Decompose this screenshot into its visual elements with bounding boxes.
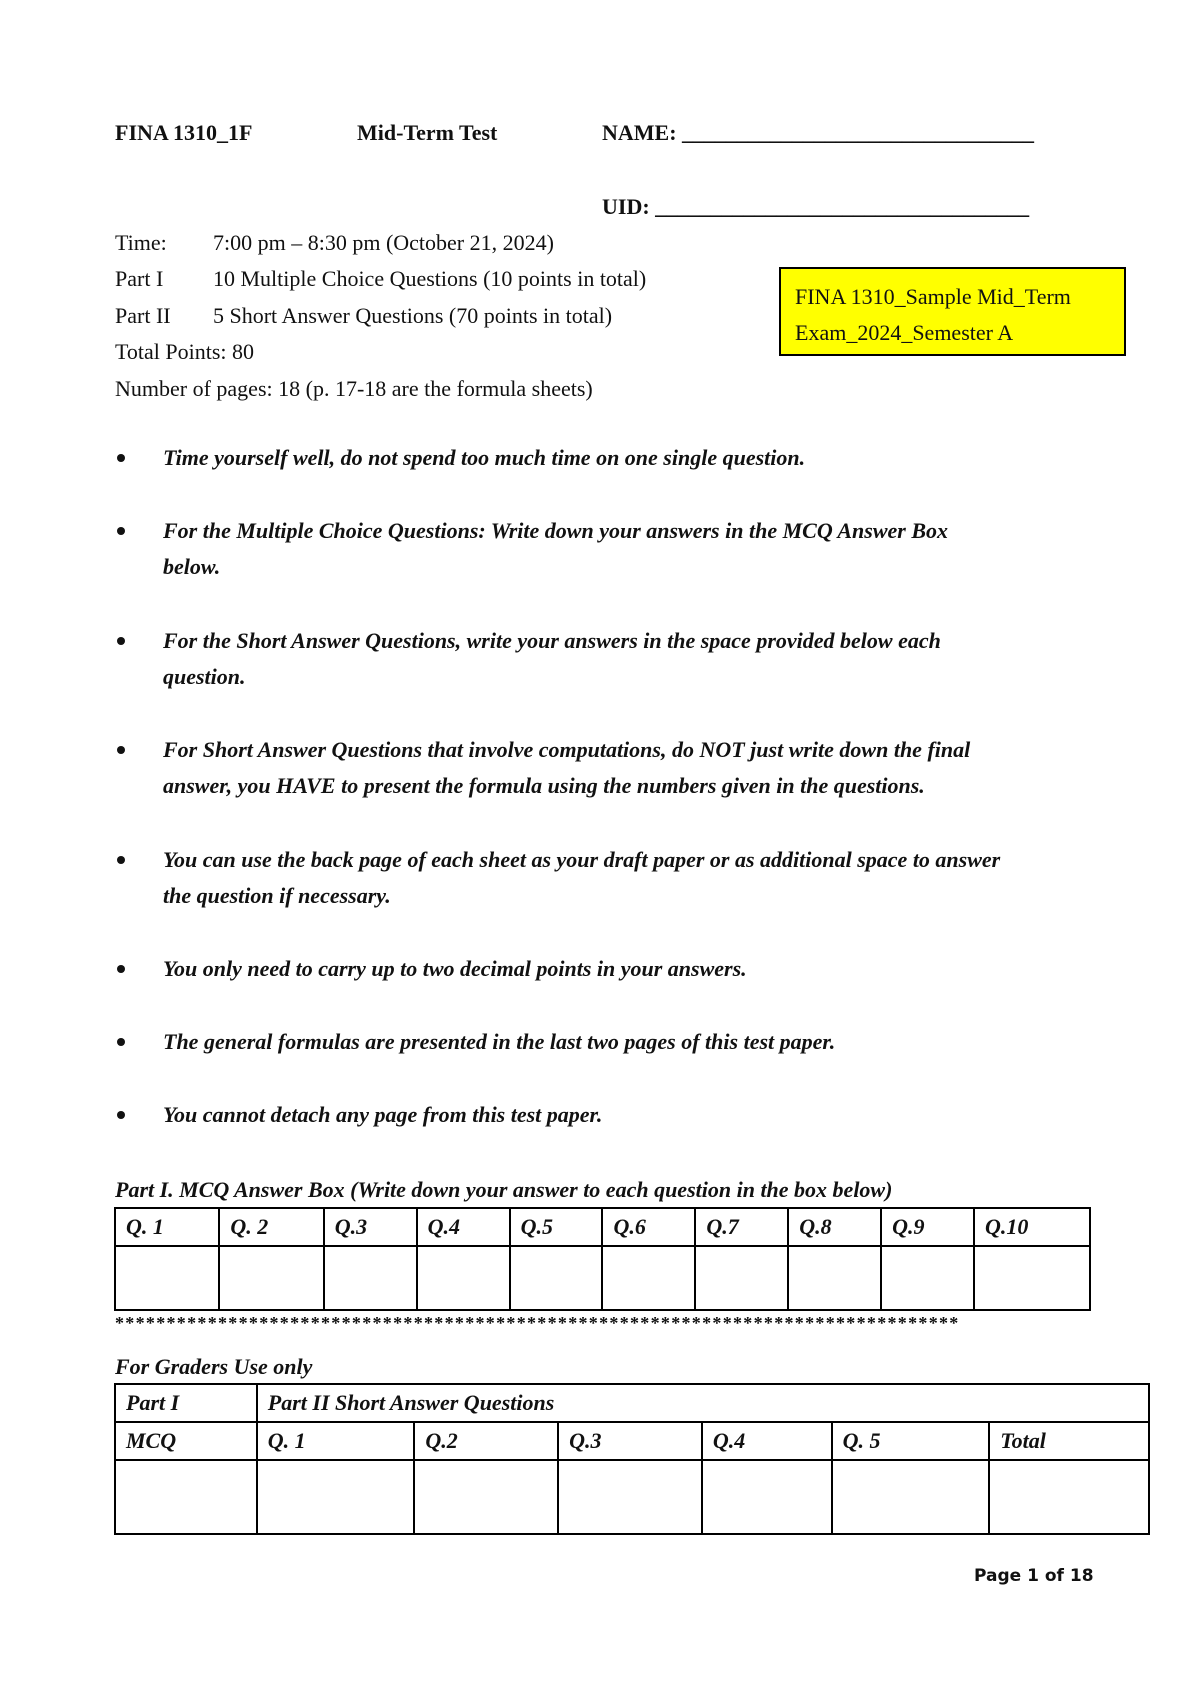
mcq-answer-cell[interactable] xyxy=(417,1246,510,1310)
graders-col-header: Q. 1 xyxy=(257,1422,415,1460)
graders-col-header: Q.2 xyxy=(414,1422,558,1460)
graders-subheader-row xyxy=(115,1422,1149,1460)
part2-label: Part II xyxy=(115,303,171,328)
mcq-col-header: Q.7 xyxy=(695,1208,788,1246)
graders-col-header: MCQ xyxy=(115,1422,257,1460)
part1-label: Part I xyxy=(115,266,164,291)
instruction-text: The general formulas are presented in the last two pages of this test paper. xyxy=(163,1029,836,1054)
instruction-text: For Short Answer Questions that involve computations, do NOT just write down the final answer, you HAVE to present the formula using the numbers given in the questions. xyxy=(163,737,971,798)
mcq-col-header: Q. 2 xyxy=(219,1208,323,1246)
graders-score-cell[interactable] xyxy=(702,1460,832,1534)
instruction-text: You only need to carry up to two decimal points in your answers. xyxy=(163,956,747,981)
test-title: Mid-Term Test xyxy=(357,120,498,145)
bullet-icon xyxy=(117,454,125,462)
mcq-col-header: Q. 1 xyxy=(115,1208,219,1246)
graders-score-cell[interactable] xyxy=(115,1460,257,1534)
bullet-icon xyxy=(117,637,125,645)
graders-score-cell[interactable] xyxy=(257,1460,415,1534)
time-value: 7:00 pm – 8:30 pm (October 21, 2024) xyxy=(213,230,554,255)
sample-box-line2: Exam_2024_Semester A xyxy=(795,320,1014,345)
mcq-box-title: Part I. MCQ Answer Box (Write down your answer to each question in the box below) xyxy=(115,1177,893,1202)
bullet-icon xyxy=(117,527,125,535)
bullet-icon xyxy=(117,746,125,754)
time-label: Time: xyxy=(115,230,167,255)
page-of-label: of xyxy=(1044,1566,1064,1586)
mcq-col-header: Q.10 xyxy=(974,1208,1090,1246)
part1-value: 10 Multiple Choice Questions (10 points in total) xyxy=(213,266,647,291)
part2-value: 5 Short Answer Questions (70 points in total) xyxy=(213,303,613,328)
mcq-answer-cell[interactable] xyxy=(881,1246,974,1310)
graders-table xyxy=(114,1383,1150,1535)
sample-box-line1: FINA 1310_Sample Mid_Term xyxy=(795,284,1071,309)
page-label: Page xyxy=(974,1566,1022,1586)
mcq-answer-cell[interactable] xyxy=(510,1246,603,1310)
mcq-col-header: Q.3 xyxy=(324,1208,417,1246)
mcq-answer-cell[interactable] xyxy=(695,1246,788,1310)
mcq-col-header: Q.9 xyxy=(881,1208,974,1246)
graders-header-row xyxy=(115,1384,1149,1422)
instruction-text: Time yourself well, do not spend too much time on one single question. xyxy=(163,445,806,470)
page-number xyxy=(974,1566,1094,1586)
graders-part1-header: Part I xyxy=(115,1384,257,1422)
graders-part2-header: Part II Short Answer Questions xyxy=(257,1384,1149,1422)
graders-score-cell[interactable] xyxy=(832,1460,990,1534)
mcq-answer-row xyxy=(115,1246,1090,1310)
mcq-answer-cell[interactable] xyxy=(788,1246,881,1310)
bullet-icon xyxy=(117,856,125,864)
mcq-answer-cell[interactable] xyxy=(602,1246,695,1310)
mcq-header-row xyxy=(115,1208,1090,1246)
instruction-text: For the Multiple Choice Questions: Write down your answers in the MCQ Answer Box below. xyxy=(163,518,949,579)
bullet-icon xyxy=(117,1111,125,1119)
mcq-col-header: Q.4 xyxy=(417,1208,510,1246)
instruction-text: For the Short Answer Questions, write your answers in the space provided below each question. xyxy=(163,628,941,689)
mcq-answer-cell[interactable] xyxy=(324,1246,417,1310)
mcq-answer-table xyxy=(114,1207,1091,1311)
course-code: FINA 1310_1F xyxy=(115,120,253,145)
mcq-answer-cell[interactable] xyxy=(219,1246,323,1310)
mcq-answer-cell[interactable] xyxy=(115,1246,219,1310)
mcq-answer-cell[interactable] xyxy=(974,1246,1090,1310)
graders-score-cell[interactable] xyxy=(989,1460,1149,1534)
total-points: Total Points: 80 xyxy=(115,339,255,364)
page-total: 18 xyxy=(1069,1566,1094,1586)
mcq-col-header: Q.5 xyxy=(510,1208,603,1246)
instruction-text: You cannot detach any page from this test paper. xyxy=(163,1102,603,1127)
graders-score-row xyxy=(115,1460,1149,1534)
graders-col-header: Q.4 xyxy=(702,1422,832,1460)
graders-col-header: Q.3 xyxy=(558,1422,702,1460)
mcq-col-header: Q.6 xyxy=(602,1208,695,1246)
sample-exam-label-box xyxy=(779,267,1126,356)
page-count: Number of pages: 18 (p. 17-18 are the formula sheets) xyxy=(115,376,593,401)
page-current: 1 xyxy=(1027,1566,1039,1586)
name-field[interactable]: NAME: ________________________________ xyxy=(602,120,1035,145)
separator-line: ********************************************************************************** xyxy=(115,1313,960,1333)
graders-col-header: Q. 5 xyxy=(832,1422,990,1460)
mcq-col-header: Q.8 xyxy=(788,1208,881,1246)
instruction-text: You can use the back page of each sheet as your draft paper or as additional space to answer the question if necessary. xyxy=(163,847,1001,908)
graders-score-cell[interactable] xyxy=(414,1460,558,1534)
graders-score-cell[interactable] xyxy=(558,1460,702,1534)
uid-field[interactable]: UID: __________________________________ xyxy=(602,194,1030,219)
graders-col-header: Total xyxy=(989,1422,1149,1460)
graders-title: For Graders Use only xyxy=(115,1354,313,1379)
bullet-icon xyxy=(117,1038,125,1046)
bullet-icon xyxy=(117,965,125,973)
